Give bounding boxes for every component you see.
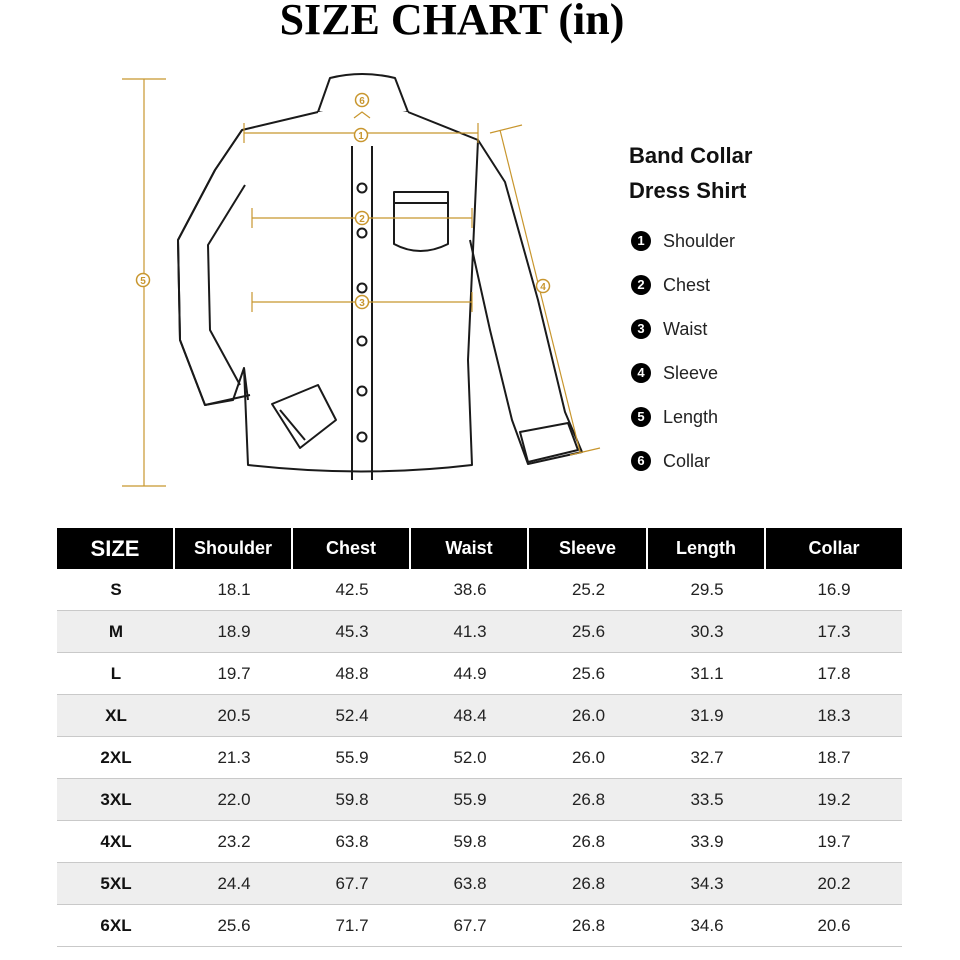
size-cell: L [110, 664, 122, 683]
measurement-cell: 63.8 [453, 874, 487, 893]
legend-label: Length [663, 406, 719, 427]
header-waist: Waist [411, 528, 529, 569]
measurement-cell: 26.8 [571, 874, 606, 893]
svg-text:5: 5 [140, 276, 146, 287]
legend-label: Sleeve [663, 362, 719, 383]
measurement-cell: 31.9 [690, 706, 724, 725]
table-row [57, 863, 902, 905]
measurement-cell: 42.5 [335, 580, 369, 599]
measurement-cell: 59.8 [453, 832, 487, 851]
legend-number-icon: 5 [631, 407, 651, 427]
measurement-cell: 26.0 [571, 748, 606, 767]
measurement-cell: 25.2 [571, 580, 606, 599]
header-shoulder: Shoulder [175, 528, 293, 569]
measurement-cell: 67.7 [335, 874, 369, 893]
measurement-cell: 34.6 [690, 916, 724, 935]
measurement-cell: 52.0 [453, 748, 487, 767]
header-length: Length [648, 528, 766, 569]
measurement-cell: 71.7 [335, 916, 369, 935]
measurement-cell: 23.2 [217, 832, 251, 851]
svg-text:6: 6 [359, 96, 365, 107]
measurement-cell: 52.4 [335, 706, 369, 725]
measurement-cell: 16.9 [817, 580, 851, 599]
size-cell: 5XL [100, 874, 132, 893]
header-chest: Chest [293, 528, 411, 569]
table-row [57, 905, 902, 947]
measurement-cell: 44.9 [453, 664, 487, 683]
measurement-cell: 25.6 [217, 916, 251, 935]
table-row [57, 569, 902, 611]
shirt-outline [178, 74, 582, 480]
legend-label: Shoulder [663, 230, 736, 251]
size-cell: 3XL [100, 790, 132, 809]
legend-number-icon: 3 [631, 319, 651, 339]
measurement-cell: 41.3 [453, 622, 487, 641]
table-row [57, 695, 902, 737]
measurement-cell: 19.7 [817, 832, 851, 851]
table-row [57, 611, 902, 653]
page-title: SIZE CHART (in) [279, 0, 625, 44]
size-table [57, 528, 902, 947]
product-name [629, 138, 752, 208]
table-row [57, 737, 902, 779]
table-row [57, 779, 902, 821]
svg-text:1: 1 [358, 131, 364, 142]
measurement-cell: 31.1 [690, 664, 724, 683]
legend-item-length [631, 402, 718, 432]
header-size: SIZE [57, 528, 175, 569]
size-cell: XL [105, 706, 127, 725]
legend-label: Chest [663, 274, 711, 295]
size-cell: S [110, 580, 122, 599]
legend-item-shoulder [631, 226, 735, 256]
measurement-cell: 26.8 [571, 916, 606, 935]
measurement-cell: 18.9 [217, 622, 251, 641]
legend-number-icon: 1 [631, 231, 651, 251]
measurement-cell: 22.0 [217, 790, 251, 809]
measurement-cell: 25.6 [571, 622, 606, 641]
legend-item-sleeve [631, 358, 718, 388]
product-name-line1: Band Collar [629, 143, 753, 168]
table-row [57, 821, 902, 863]
measurement-cell: 55.9 [453, 790, 487, 809]
measurement-cell: 18.7 [817, 748, 851, 767]
size-cell: 4XL [100, 832, 132, 851]
table-row [57, 653, 902, 695]
svg-text:2: 2 [359, 214, 365, 225]
measurement-cell: 55.9 [335, 748, 369, 767]
measurement-cell: 26.0 [571, 706, 606, 725]
table-body [57, 569, 902, 947]
measurement-cell: 25.6 [571, 664, 606, 683]
svg-text:4: 4 [540, 282, 546, 293]
legend-number-icon: 6 [631, 451, 651, 471]
legend-label: Collar [663, 450, 711, 471]
measurement-cell: 20.6 [817, 916, 851, 935]
product-name-line2: Dress Shirt [629, 178, 747, 203]
legend-number-icon: 4 [631, 363, 651, 383]
measurement-cell: 48.4 [453, 706, 487, 725]
measurement-cell: 30.3 [690, 622, 724, 641]
legend-number-icon: 2 [631, 275, 651, 295]
legend-item-waist [631, 314, 707, 344]
measurement-cell: 19.7 [217, 664, 251, 683]
measurement-cell: 18.3 [817, 706, 851, 725]
measurement-cell: 18.1 [217, 580, 251, 599]
header-sleeve: Sleeve [529, 528, 648, 569]
measurement-cell: 24.4 [217, 874, 251, 893]
measurement-cell: 29.5 [690, 580, 724, 599]
measurement-cell: 17.3 [817, 622, 851, 641]
measurement-cell: 20.5 [217, 706, 251, 725]
measurement-cell: 63.8 [335, 832, 369, 851]
measurement-cell: 19.2 [817, 790, 851, 809]
shirt-diagram [0, 60, 960, 520]
measurement-cell: 33.5 [690, 790, 724, 809]
measurement-cell: 45.3 [335, 622, 369, 641]
table-header-row [57, 528, 902, 569]
legend-item-collar [631, 446, 710, 476]
legend-item-chest [631, 270, 710, 300]
measurement-cell: 20.2 [817, 874, 851, 893]
size-cell: M [108, 622, 124, 641]
header-collar: Collar [808, 538, 860, 558]
measurement-cell: 34.3 [690, 874, 724, 893]
size-cell: 6XL [100, 916, 132, 935]
legend-label: Waist [663, 318, 708, 339]
measurement-cell: 26.8 [571, 790, 606, 809]
measurement-cell: 38.6 [453, 580, 487, 599]
measurement-cell: 33.9 [690, 832, 724, 851]
measurement-cell: 21.3 [217, 748, 251, 767]
measurement-cell: 26.8 [571, 832, 606, 851]
measurement-cell: 59.8 [335, 790, 369, 809]
measurement-cell: 48.8 [335, 664, 369, 683]
svg-text:3: 3 [359, 298, 365, 309]
measurement-cell: 67.7 [453, 916, 487, 935]
size-cell: 2XL [100, 748, 132, 767]
measurement-cell: 17.8 [817, 664, 851, 683]
measurement-cell: 32.7 [690, 748, 724, 767]
